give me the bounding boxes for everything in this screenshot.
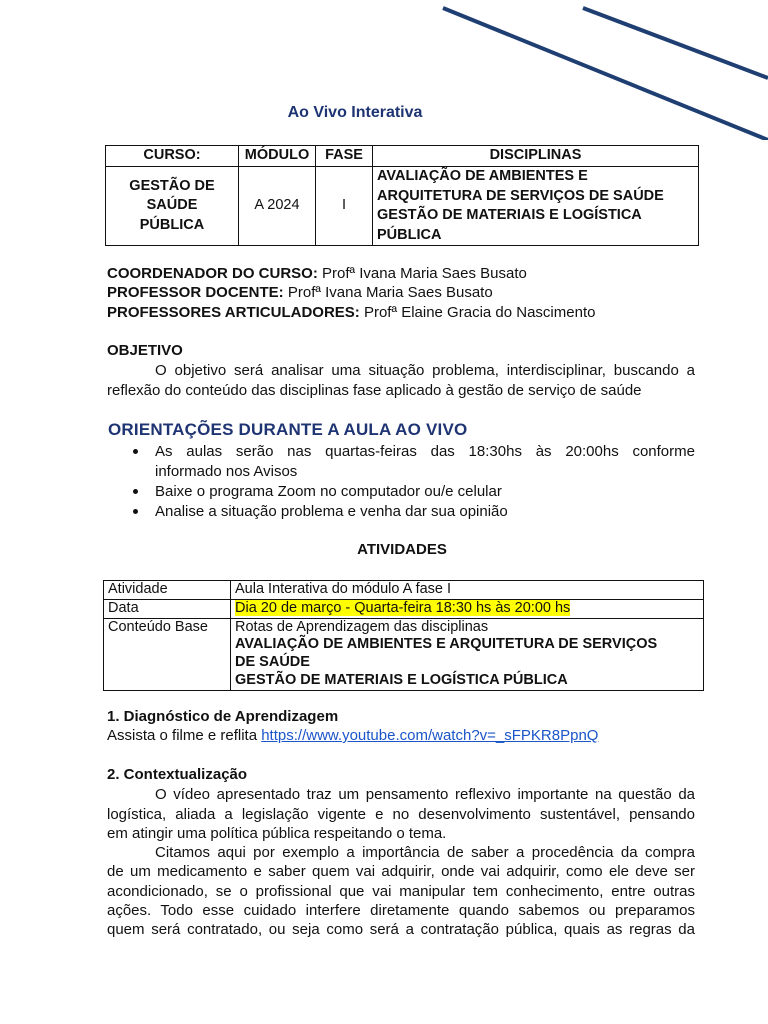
orientations-heading: ORIENTAÇÕES DURANTE A AULA AO VIVO xyxy=(108,420,468,439)
content-row xyxy=(104,618,704,690)
course-name-line: SAÚDE xyxy=(146,197,198,214)
phase-value: I xyxy=(316,167,373,246)
section2-p2-line: acondicionado, se o profissional que vai manipular tem conhecimento, entre outras xyxy=(107,883,695,900)
coordinator-value: Profª Ivana Maria Saes Busato xyxy=(322,265,527,282)
orientation-item-line: Analise a situação problema e venha dar sua opinião xyxy=(155,503,508,520)
orientation-item-line: Baixe o programa Zoom no computador ou/e celular xyxy=(155,483,502,500)
section2-p2-line: Citamos aqui por exemplo a importância de saber a procedência da compra xyxy=(155,844,695,861)
bullet-icon xyxy=(133,489,141,497)
date-value xyxy=(231,599,704,618)
content-bold-line: AVALIAÇÃO DE AMBIENTES E ARQUITETURA DE SERVIÇOS xyxy=(235,636,658,653)
orientation-item-line: informado nos Avisos xyxy=(155,463,298,480)
discipline-line: AVALIAÇÃO DE AMBIENTES E xyxy=(377,168,588,184)
header-course: CURSO: xyxy=(106,146,239,167)
section2-p1-line: logística, aliada a legislação vigente e no desenvolvimento sustentável, pensando xyxy=(107,806,695,823)
activity-label: Atividade xyxy=(104,581,231,600)
articulators-value: Profª Elaine Gracia do Nascimento xyxy=(363,304,596,321)
section2-p2-line: ações. Todo esse cuidado interfere diretamente quando sabemos ou preparamos xyxy=(107,902,695,919)
section2-p2-line: quem será contratado, ou seja como será a contratação pública, quais as regras da xyxy=(107,921,695,938)
bullet-icon xyxy=(133,509,141,517)
content-value xyxy=(231,618,704,690)
content-intro: Rotas de Aprendizagem das disciplinas xyxy=(235,618,489,635)
teacher-line xyxy=(107,283,493,303)
content-label: Conteúdo Base xyxy=(104,618,231,690)
activities-heading: ATIVIDADES xyxy=(357,541,447,558)
section1-heading: 1. Diagnóstico de Aprendizagem xyxy=(107,708,339,725)
discipline-line: PÚBLICA xyxy=(377,226,442,243)
course-table xyxy=(105,145,699,246)
articulators-line xyxy=(107,303,595,323)
coordinator-label: COORDENADOR DO CURSO: xyxy=(107,265,318,282)
objective-heading: OBJETIVO xyxy=(107,342,183,359)
header-disciplines: DISCIPLINAS xyxy=(373,146,699,167)
module-value: A 2024 xyxy=(239,167,316,246)
teacher-value: Profª Ivana Maria Saes Busato xyxy=(287,284,493,301)
section2-p2-line: de um medicamento e saber quem vai adquirir, onde vai adquirir, como ele deve ser xyxy=(107,863,695,880)
section1-text xyxy=(107,726,598,746)
page-title: Ao Vivo Interativa xyxy=(287,104,423,121)
section2-heading: 2. Contextualização xyxy=(107,766,248,783)
objective-text-line: O objetivo será analisar uma situação problema, interdisciplinar, buscando a xyxy=(155,362,695,379)
course-table-row xyxy=(106,167,699,246)
header-module: MÓDULO xyxy=(239,146,316,167)
section1-text-label: Assista o filme e reflita xyxy=(107,727,262,744)
course-table-header xyxy=(106,146,699,167)
header-phase: FASE xyxy=(316,146,373,167)
orientation-item-line: As aulas serão nas quartas-feiras das 18:30hs às 20:00hs conforme xyxy=(155,443,695,460)
video-link[interactable]: https://www.youtube.com/watch?v=_sFPKR8PpnQ xyxy=(261,727,599,744)
content-bold-line: GESTÃO DE MATERIAIS E LOGÍSTICA PÚBLICA xyxy=(235,671,568,688)
discipline-line: GESTÃO DE MATERIAIS E LOGÍSTICA xyxy=(377,207,642,223)
coordinator-line xyxy=(107,264,527,284)
course-name xyxy=(106,167,239,246)
bullet-icon xyxy=(133,449,141,457)
objective-text-line: reflexão do conteúdo das disciplinas fase aplicado à gestão de serviço de saúde xyxy=(107,382,642,399)
course-name-line: GESTÃO DE xyxy=(129,177,215,194)
content-bold-line: DE SAÚDE xyxy=(235,654,310,671)
course-name-line: PÚBLICA xyxy=(139,216,205,233)
date-label: Data xyxy=(104,599,231,618)
articulators-label: PROFESSORES ARTICULADORES: xyxy=(107,304,360,321)
activity-value: Aula Interativa do módulo A fase I xyxy=(231,581,704,600)
section2-p1-line: em atingir uma política pública respeitando o tema. xyxy=(107,825,447,842)
discipline-line: ARQUITETURA DE SERVIÇOS DE SAÚDE xyxy=(377,187,664,204)
disciplines-value xyxy=(373,167,699,246)
teacher-label: PROFESSOR DOCENTE: xyxy=(107,284,284,301)
date-highlight: Dia 20 de março - Quarta-feira 18:30 hs às 20:00 hs xyxy=(235,599,571,616)
section2-p1-line: O vídeo apresentado traz um pensamento reflexivo importante na questão da xyxy=(155,786,695,803)
date-row xyxy=(104,599,704,618)
activities-table xyxy=(103,580,704,691)
activity-row xyxy=(104,581,704,600)
